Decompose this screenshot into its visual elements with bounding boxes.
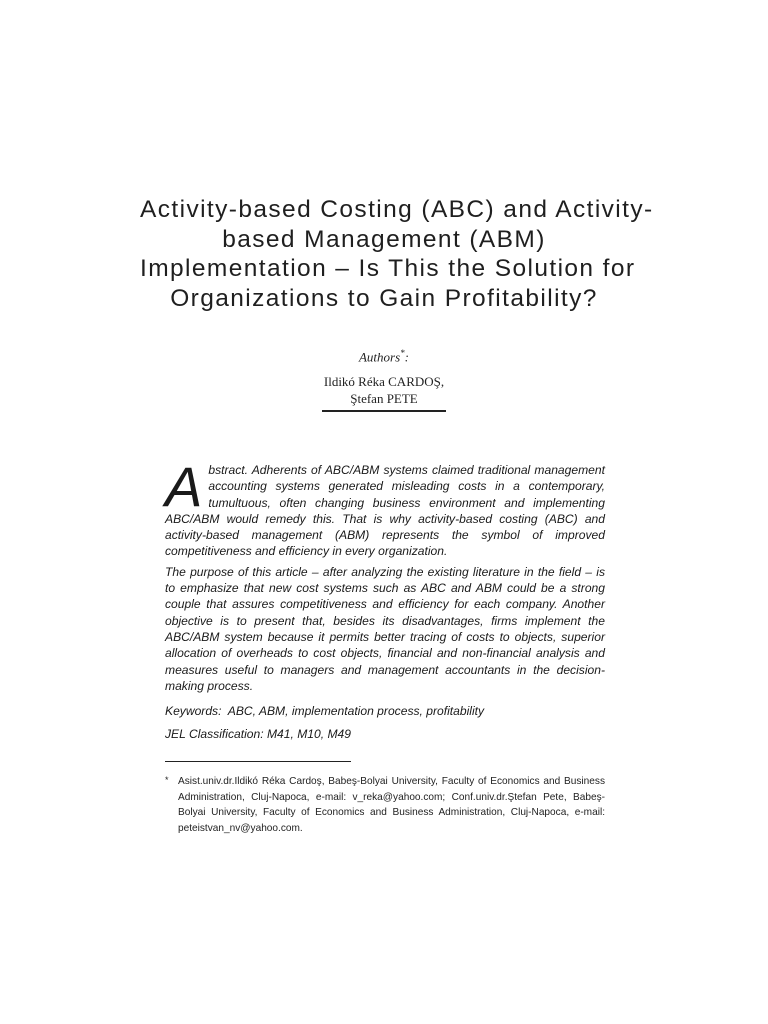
title-line-2: based Management (ABM) (222, 225, 546, 253)
abstract-paragraph-1 (165, 455, 605, 560)
title-line-3: Implementation – Is This the Solution for (140, 255, 636, 282)
title-line-4: Organizations to Gain Profitability? (170, 284, 598, 312)
abstract-paragraph-1-text: Adherents of ABC/ABM systems claimed traditional management accounting systems generated misleading costs in a contemporary, tumultuous, often changing business environment and implementing ABC/ABM would remedy this. That is why activity-based costing (ABC) and activity-based management (ABM) represents the symbol of improved competitiveness and efficiency in every organization. (165, 463, 605, 559)
abstract-dropcap: A (165, 455, 203, 518)
footnote-text: Asist.univ.dr.Ildikó Réka Cardoş, Babeş-Bolyai University, Faculty of Economics and Business Administration, Cluj-Napoca, e-mail: v_reka@yahoo.com; Conf.univ.dr.Ştefan Pete, Babeş-Bolyai University, Faculty of Economics and Business Administration, Cluj-Napoca, e-mail: peteistvan_nv@yahoo.com. (178, 776, 605, 834)
jel-classification (165, 727, 351, 741)
footnote-marker: * (165, 775, 169, 785)
jel-label: JEL Classification: (165, 727, 264, 741)
author-2: Ştefan PETE (350, 391, 418, 406)
jel-codes: M41, M10, M49 (266, 727, 351, 741)
footnote-divider (165, 761, 351, 762)
abstract-paragraph-2: The purpose of this article – after analyzing the existing literature in the field – is to emphasize that new cost systems such as ABC and ABM could be a strong couple that assures competitiveness and efficiency for each company. Another objective is to present that, besides its disadvantages, firms implement the ABC/ABM system because it permits better tracing of costs to objects, superior allocation of overheads to cost objects, financial and non-financial analysis and measures useful to managers and management accountants in the decision-making process. (165, 564, 605, 693)
keywords (165, 704, 484, 718)
abstract (165, 455, 605, 698)
abstract-lead: bstract. (208, 463, 249, 477)
author-1: Ildikó Réka CARDOŞ, (323, 374, 445, 389)
authors-footnote-marker: * (400, 348, 405, 358)
keywords-label: Keywords: (165, 704, 222, 718)
authors-label (0, 348, 768, 365)
title-line-1: Activity-based Costing (ABC) and Activity- (140, 196, 654, 223)
authors-label-text: Authors (358, 349, 401, 365)
keywords-text: ABC, ABM, implementation process, profitability (227, 704, 485, 718)
paper-title (140, 195, 654, 313)
footnote (165, 774, 605, 836)
authors-colon: : (404, 349, 409, 365)
author-divider (322, 410, 446, 412)
